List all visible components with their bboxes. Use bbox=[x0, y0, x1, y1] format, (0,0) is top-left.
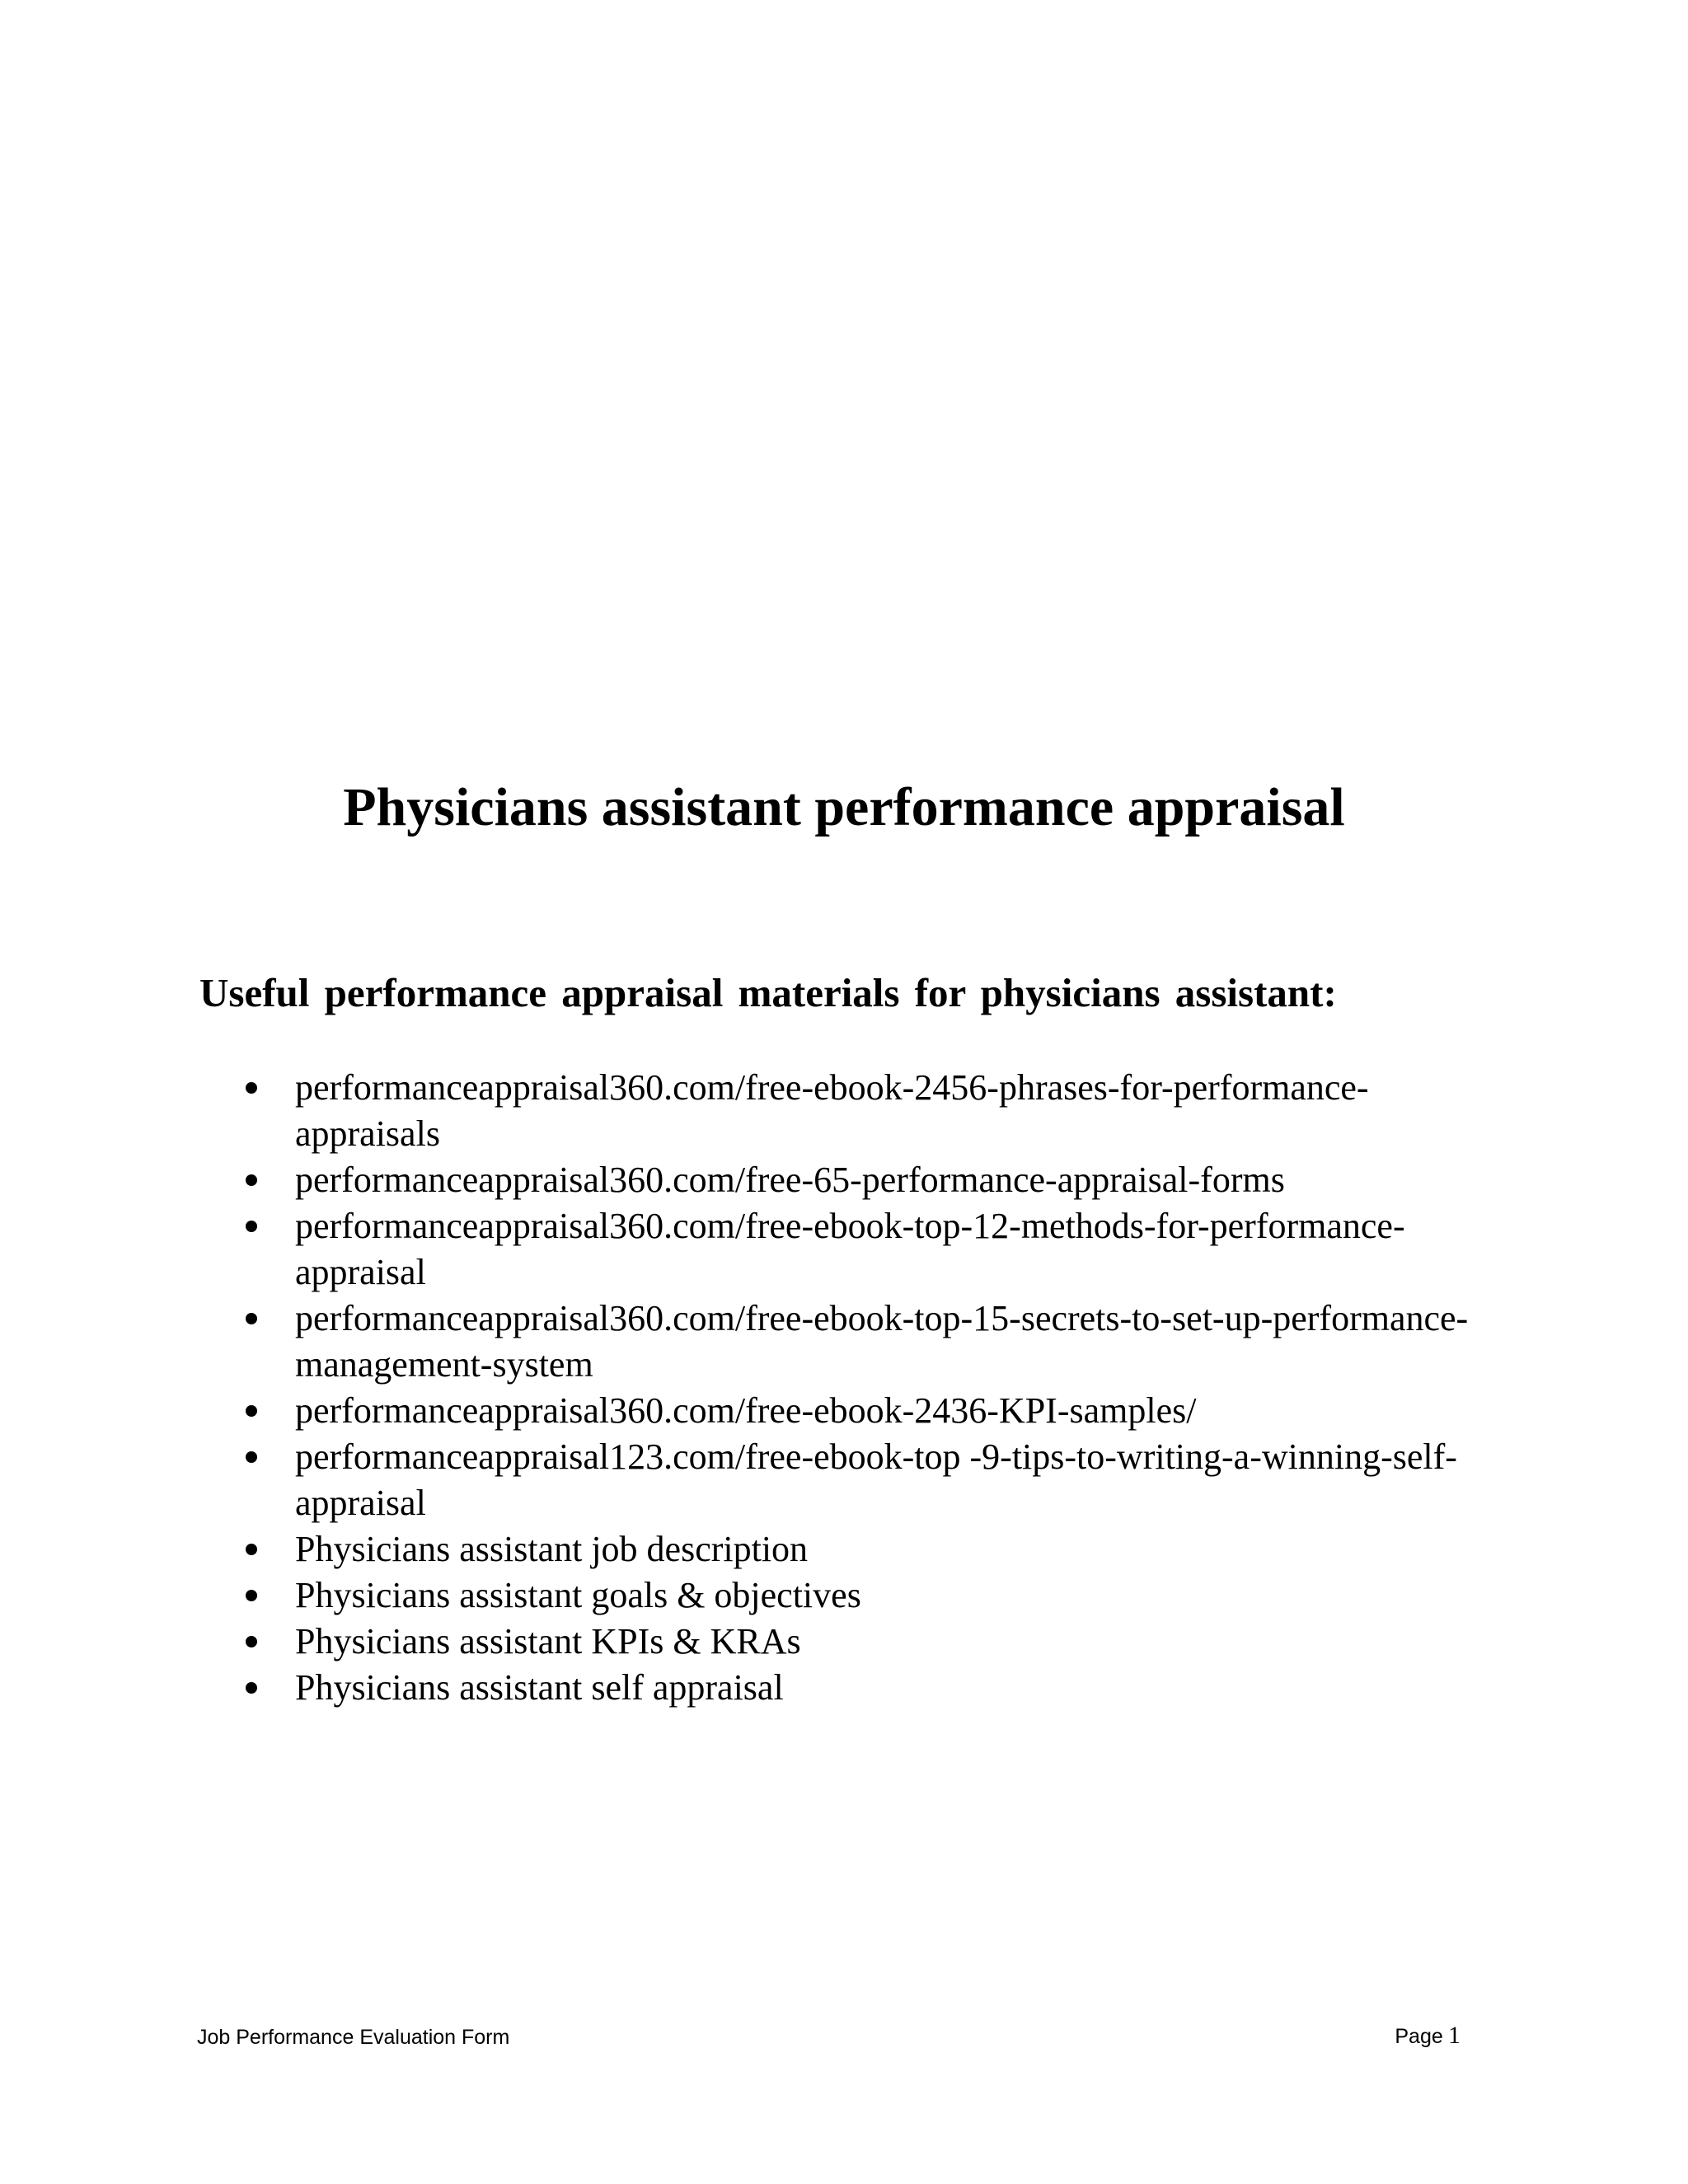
list-item bbox=[0, 1665, 1688, 1711]
list-item bbox=[0, 1526, 1688, 1572]
page-number: 1 bbox=[1448, 2022, 1461, 2049]
list-item bbox=[0, 1434, 1688, 1526]
list-item bbox=[0, 1157, 1688, 1203]
bullet-icon bbox=[246, 1636, 257, 1647]
list-item-text: Physicians assistant KPIs & KRAs bbox=[295, 1621, 801, 1661]
bullet-icon bbox=[246, 1544, 257, 1555]
list-item bbox=[0, 1388, 1688, 1434]
list-item-text: Physicians assistant self appraisal bbox=[295, 1667, 784, 1708]
page-label: Page bbox=[1395, 2025, 1443, 2048]
list-item bbox=[0, 1203, 1688, 1296]
section-heading: Useful performance appraisal materials for physicians assistant: bbox=[199, 970, 1337, 1015]
bullet-icon bbox=[246, 1174, 257, 1186]
bullet-icon bbox=[246, 1405, 257, 1417]
list-item-text: performanceappraisal123.com/free-ebook-top -9-tips-to-writing-a-winning-self-appraisal bbox=[295, 1436, 1457, 1523]
list-item bbox=[0, 1619, 1688, 1665]
bullet-icon bbox=[246, 1082, 257, 1094]
materials-list bbox=[0, 1065, 1688, 1711]
page-title: Physicians assistant performance appraisal bbox=[343, 777, 1345, 837]
bullet-icon bbox=[246, 1313, 257, 1324]
list-item-text: performanceappraisal360.com/free-ebook-2436-KPI-samples/ bbox=[295, 1390, 1197, 1431]
footer-page-indicator bbox=[1395, 2022, 1461, 2050]
bullet-icon bbox=[246, 1451, 257, 1463]
list-item bbox=[0, 1572, 1688, 1619]
list-item-text: performanceappraisal360.com/free-ebook-top-15-secrets-to-set-up-performance-management-system bbox=[295, 1298, 1469, 1385]
list-item-text: performanceappraisal360.com/free-65-performance-appraisal-forms bbox=[295, 1160, 1285, 1200]
bullet-icon bbox=[246, 1682, 257, 1694]
list-item bbox=[0, 1065, 1688, 1157]
footer-form-name: Job Performance Evaluation Form bbox=[197, 2026, 510, 2049]
bullet-icon bbox=[246, 1221, 257, 1232]
list-item-text: performanceappraisal360.com/free-ebook-2456-phrases-for-performance-appraisals bbox=[295, 1067, 1369, 1154]
list-item-text: performanceappraisal360.com/free-ebook-top-12-methods-for-performance-appraisal bbox=[295, 1206, 1405, 1292]
bullet-icon bbox=[246, 1590, 257, 1601]
list-item bbox=[0, 1296, 1688, 1388]
list-item-text: Physicians assistant goals & objectives bbox=[295, 1575, 861, 1615]
list-item-text: Physicians assistant job description bbox=[295, 1529, 809, 1569]
